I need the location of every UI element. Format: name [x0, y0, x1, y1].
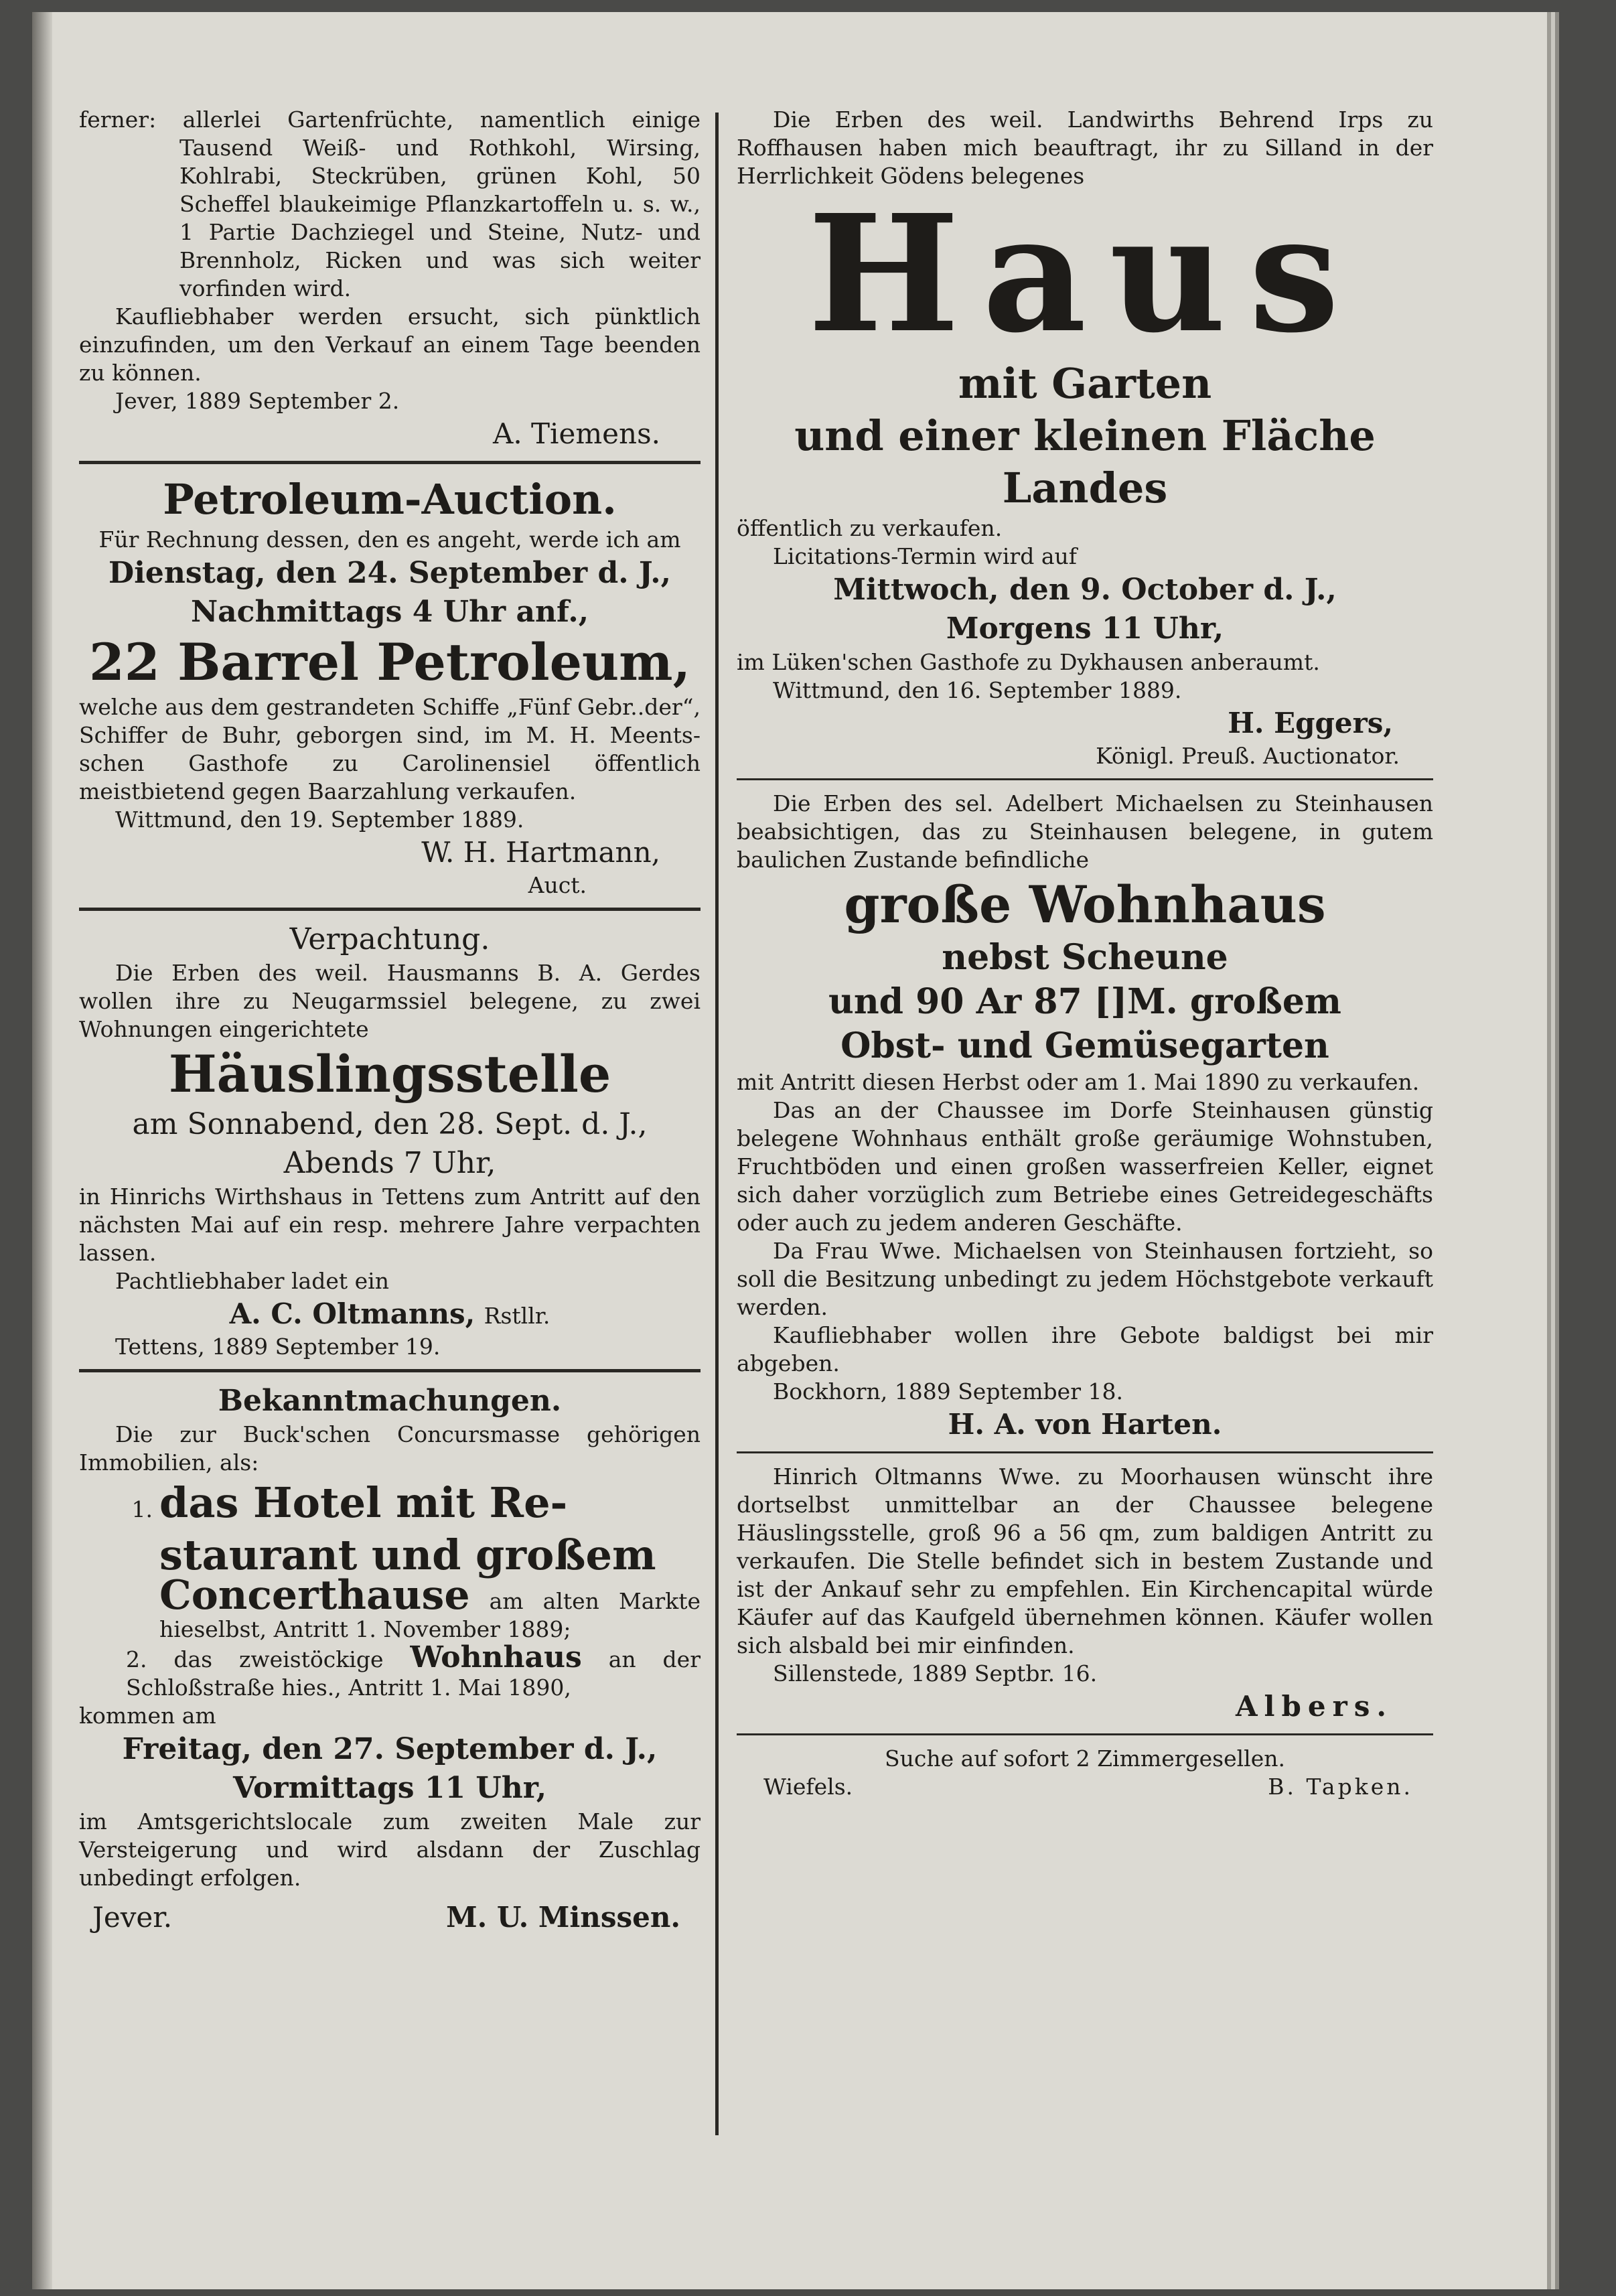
ad-haus-sub2: und einer kleinen Fläche: [794, 411, 1376, 460]
ad-verpachtung-time: Abends 7 Uhr,: [283, 1146, 496, 1180]
ad-petroleum-role: Auct.: [528, 872, 587, 898]
ad-verpachtung-invite: Pachtliebhaber ladet ein: [115, 1268, 389, 1294]
newspaper-page: [32, 12, 1547, 2289]
ad-bekanntmachungen-title: Bekanntmachungen.: [218, 1384, 562, 1418]
ad-verpachtung-title: Verpachtung.: [289, 922, 490, 956]
ad-verpachtung-item: Häuslingsstelle: [168, 1044, 611, 1104]
ad-bekanntmachungen-intro: Die zur Buck'schen Concursmasse gehörigen Immobilien, als:: [79, 1421, 701, 1476]
ad-verpachtung-sigline: [79, 1295, 701, 1333]
ad-oltmanns-body: Hinrich Oltmanns Wwe. zu Moorhausen wünscht ihre dortselbst unmittelbar an der Chaussee belegene Häuslingsstelle, groß 96 a 56 qm, zum baldigen Antritt zu verkaufen. Die Stelle befindet sich in bestem Zustande und ist der Ankauf sehr zu empfehlen. Ein Kirchencapital würde Käufer auf das Kaufgeld übernehmen können. Käufer wollen sich alsbald bei mir einfinden.: [737, 1463, 1433, 1658]
left-column: [79, 106, 701, 1936]
ad-haus-termin: Licitations-Termin wird auf: [773, 543, 1077, 569]
ad-wohnhaus-sub1: nebst Scheune: [942, 937, 1228, 978]
ad-wohnhaus-date: Bockhorn, 1889 September 18.: [773, 1378, 1123, 1405]
ad-wohnhaus-p4: Kaufliebhaber wollen ihre Gebote baldigst bei mir abgeben.: [737, 1322, 1433, 1376]
ad-bekanntmachungen-day: Freitag, den 27. September d. J.,: [122, 1732, 658, 1766]
ad-haus-intro: Die Erben des weil. Landwirths Behrend Irps zu Roffhausen haben mich beauftragt, ihr zu Silland in der Herrlichkeit Gödens belegenes: [737, 106, 1433, 189]
ad-haus-title: Haus: [808, 180, 1362, 368]
ad-tiemens: [79, 106, 701, 453]
ad-wohnhaus-title: große Wohnhaus: [844, 875, 1326, 934]
ad-gesellen-footer: [737, 1773, 1433, 1801]
ad-petroleum-title: Petroleum-Auction.: [163, 475, 617, 524]
ad-bekanntmachungen-footer: [79, 1899, 701, 1936]
rule: [737, 778, 1433, 780]
ad-bekanntmachungen-item1a: [79, 1477, 701, 1529]
ad-bekanntmachungen-n1: 1.: [131, 1496, 153, 1522]
ad-bekanntmachungen-signature: M. U. Minssen.: [446, 1901, 680, 1934]
ad-bekanntmachungen-item2c: an der Schloßstraße hies., Antritt 1. Mai 1890,: [126, 1646, 701, 1701]
ad-bekanntmachungen-item1cd: [79, 1572, 701, 1644]
ad-bekanntmachungen: [79, 1382, 701, 1936]
ad-wohnhaus: [737, 790, 1433, 1443]
ad-bekanntmachungen-item2a: 2. das zweistöckige: [126, 1646, 384, 1672]
ad-tiemens-text: allerlei Gartenfrüchte, namentlich einige Tausend Weiß- und Rothkohl, Wirsing, Kohlrabi, Steckrüben, grünen Kohl, 50 Scheffel blaukeimige Pflanzkartoffeln u. s. w., 1 Partie Dachziegel und Steine, Nutz- und Brennholz, Ricken und was sich weiter vorfinden wird.: [179, 106, 701, 301]
ad-petroleum-date: Wittmund, den 19. September 1889.: [115, 806, 524, 833]
ad-petroleum-time: Nachmittags 4 Uhr anf.,: [190, 595, 589, 629]
ad-oltmanns-signature: Albers.: [1235, 1690, 1393, 1723]
ad-gesellen-place: Wiefels.: [763, 1774, 853, 1800]
ad-bekanntmachungen-body: im Amtsgerichtslocale zum zweiten Male zur Versteigerung und wird alsdann der Zuschlag unbedingt erfolgen.: [79, 1808, 701, 1891]
ad-haus-signature: H. Eggers,: [1228, 707, 1393, 739]
ad-bekanntmachungen-time: Vormittags 11 Uhr,: [232, 1771, 547, 1805]
ad-tiemens-date: Jever, 1889 September 2.: [115, 388, 400, 414]
ad-petroleum-intro: Für Rechnung dessen, den es angeht, werde ich am: [98, 526, 681, 553]
ad-bekanntmachungen-item1a-text: das Hotel mit Re-: [159, 1478, 568, 1527]
ad-bekanntmachungen-place: Jever.: [92, 1901, 173, 1934]
ad-haus-role: Königl. Preuß. Auctionator.: [1096, 743, 1400, 769]
ad-bekanntmachungen-kommen: kommen am: [79, 1703, 216, 1729]
ad-haus: [737, 106, 1433, 770]
ad-verpachtung-intro: Die Erben des weil. Hausmanns B. A. Gerdes wollen ihre zu Neugarmssiel belegene, zu zwei Wohnungen eingerichtete: [79, 960, 701, 1042]
ad-tiemens-lead: ferner:: [79, 106, 157, 133]
column-divider: [715, 113, 719, 2135]
ad-gesellen: [737, 1745, 1433, 1801]
ad-petroleum-body: welche aus dem gestrandeten Schiffe „Fünf Gebr..der“, Schiffer de Buhr, geborgen sind, im M. H. Meents-schen Gasthofe zu Carolinensiel öffentlich meistbietend gegen Baarzahlung verkaufen.: [79, 694, 701, 804]
ad-wohnhaus-signature: H. A. von Harten.: [948, 1408, 1222, 1441]
ad-petroleum: [79, 474, 701, 900]
ad-tiemens-line2: Kaufliebhaber werden ersucht, sich pünktlich einzufinden, um den Verkauf an einem Tage beenden zu können.: [79, 303, 701, 386]
ad-haus-sub1: mit Garten: [958, 359, 1212, 408]
ad-oltmanns: [737, 1463, 1433, 1725]
ad-gesellen-signature: B. Tapken.: [1268, 1774, 1413, 1800]
ad-haus-body: öffentlich zu verkaufen.: [737, 515, 1003, 541]
ad-bekanntmachungen-item2: [79, 1640, 701, 1702]
ad-tiemens-body: [79, 106, 701, 303]
ad-haus-place: im Lüken'schen Gasthofe zu Dykhausen anberaumt.: [737, 649, 1320, 675]
ad-verpachtung-role: Rstllr.: [484, 1303, 550, 1329]
ad-verpachtung-signature: A. C. Oltmanns,: [229, 1297, 475, 1330]
ad-wohnhaus-p2: Das an der Chaussee im Dorfe Steinhausen günstig belegene Wohnhaus enthält große geräumige Wohnstuben, Fruchtböden und einen großen wasserfreien Keller, eignet sich daher vorzüglich zum Betriebe eines Getreidegeschäfts oder auch zu jedem anderen Geschäfte.: [737, 1097, 1433, 1236]
ad-oltmanns-date: Sillenstede, 1889 Septbr. 16.: [773, 1660, 1098, 1687]
ad-haus-date: Wittmund, den 16. September 1889.: [773, 677, 1182, 703]
ad-wohnhaus-intro: Die Erben des sel. Adelbert Michaelsen zu Steinhausen beabsichtigen, das zu Steinhausen belegene, in gutem baulichen Zustande befindliche: [737, 790, 1433, 873]
ad-haus-day: Mittwoch, den 9. October d. J.,: [833, 573, 1337, 607]
ad-verpachtung-day: am Sonnabend, den 28. Sept. d. J.,: [132, 1107, 648, 1141]
ad-bekanntmachungen-item1c: Concerthause: [159, 1572, 470, 1619]
ad-haus-time: Morgens 11 Uhr,: [946, 612, 1224, 646]
ad-haus-sub3: Landes: [1002, 463, 1168, 512]
rule: [737, 1451, 1433, 1453]
ad-wohnhaus-sub3: Obst- und Gemüsegarten: [840, 1025, 1329, 1066]
ad-wohnhaus-sub2: und 90 Ar 87 []M. großem: [828, 981, 1341, 1022]
ad-petroleum-day: Dienstag, den 24. September d. J.,: [108, 556, 671, 590]
ad-bekanntmachungen-item1d: am alten Markte hieselbst, Antritt 1. November 1889;: [159, 1588, 701, 1642]
ad-bekanntmachungen-item1b: staurant und großem: [159, 1530, 656, 1579]
ad-verpachtung-body: in Hinrichs Wirthshaus in Tettens zum Antritt auf den nächsten Mai auf ein resp. mehrere Jahre verpachten lassen.: [79, 1183, 701, 1266]
right-column: [737, 106, 1433, 1801]
ad-gesellen-text: Suche auf sofort 2 Zimmergesellen.: [884, 1745, 1285, 1772]
ad-petroleum-item: 22 Barrel Petroleum,: [88, 632, 691, 692]
rule: [79, 461, 701, 464]
ad-verpachtung: [79, 920, 701, 1361]
ad-verpachtung-date: Tettens, 1889 September 19.: [115, 1334, 441, 1360]
ad-bekanntmachungen-item2b: Wohnhaus: [410, 1640, 582, 1674]
ad-wohnhaus-p3: Da Frau Wwe. Michaelsen von Steinhausen fortzieht, so soll die Besitzung unbedingt zu jedem Höchstgebote verkauft werden.: [737, 1238, 1433, 1320]
ad-tiemens-signature: A. Tiemens.: [493, 417, 660, 450]
ad-petroleum-signature: W. H. Hartmann,: [421, 836, 660, 869]
ad-wohnhaus-p1: mit Antritt diesen Herbst oder am 1. Mai 1890 zu verkaufen.: [737, 1069, 1420, 1095]
rule: [79, 908, 701, 911]
rule: [79, 1369, 701, 1372]
rule: [737, 1733, 1433, 1735]
